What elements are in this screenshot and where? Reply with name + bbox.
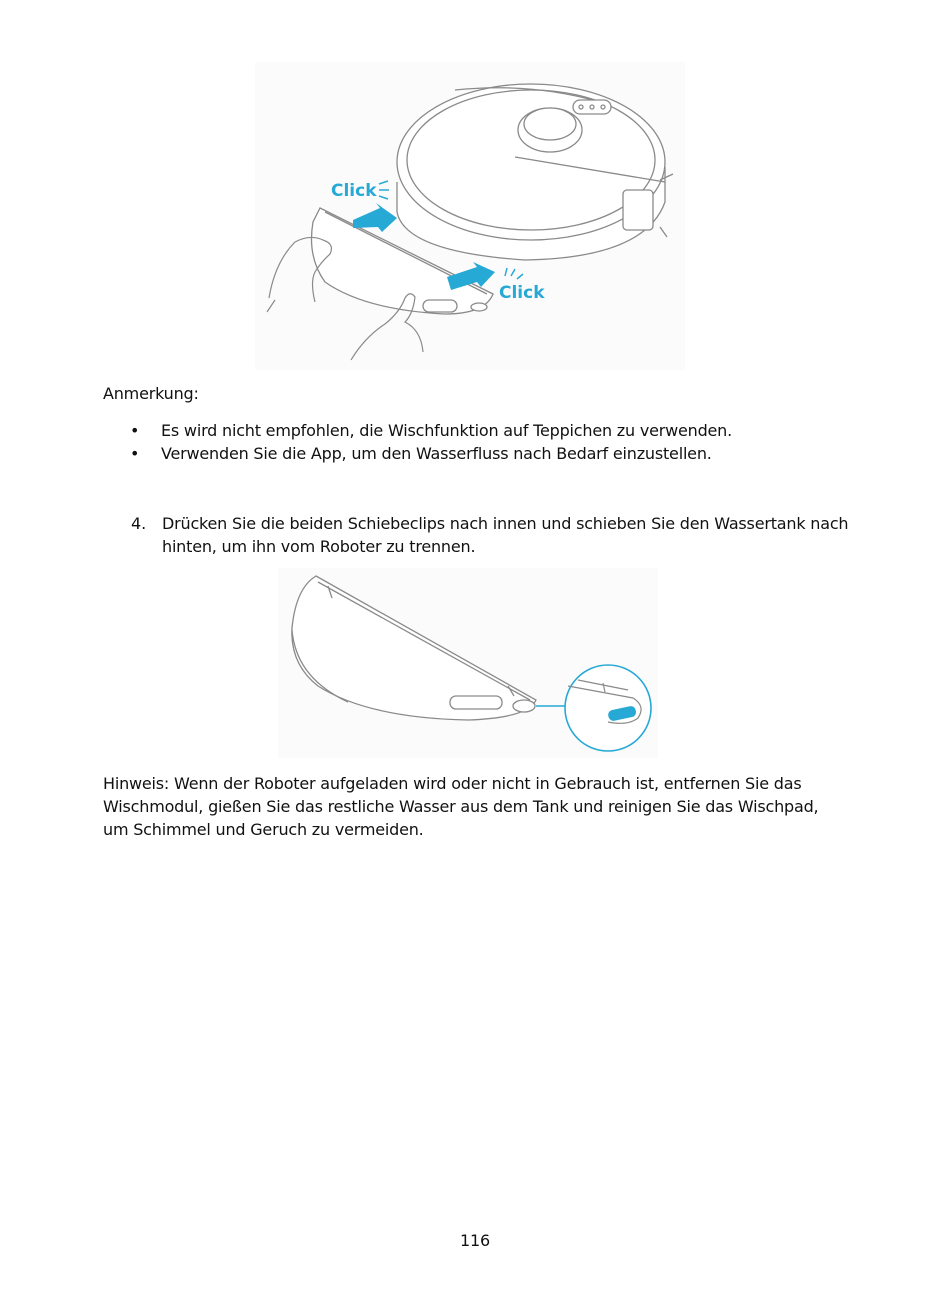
click-label-top: Click [331, 181, 377, 201]
bullet-text: Verwenden Sie die App, um den Wasserfluss nach Bedarf einzustellen. [161, 444, 712, 463]
figure-water-tank-clip [278, 568, 658, 758]
list-item [130, 419, 732, 442]
bullet-icon: • [130, 421, 140, 440]
zoom-callout [565, 665, 651, 751]
step-4 [131, 512, 851, 558]
note-label: Anmerkung: [103, 384, 199, 403]
robot-illustration [397, 84, 673, 260]
step-text: Drücken Sie die beiden Schiebeclips nach innen und schieben Sie den Wassertank nach hinten, um ihn vom Roboter zu trennen. [162, 514, 849, 556]
hint-paragraph: Hinweis: Wenn der Roboter aufgeladen wird oder nicht in Gebrauch ist, entfernen Sie das Wischmodul, gießen Sie das restliche Wasser aus dem Tank und reinigen Sie das Wischpad, um Schimmel und Geruch zu vermeiden. [103, 774, 819, 839]
list-item [130, 442, 732, 465]
page-number: 116 [460, 1231, 490, 1250]
click-label-bottom: Click [499, 283, 545, 303]
step-number: 4. [131, 514, 147, 533]
bullet-icon: • [130, 444, 140, 463]
note-bullet-list [130, 419, 732, 465]
bullet-text: Es wird nicht empfohlen, die Wischfunktion auf Teppichen zu verwenden. [161, 421, 733, 440]
figure-insert-mop-module [255, 62, 685, 370]
